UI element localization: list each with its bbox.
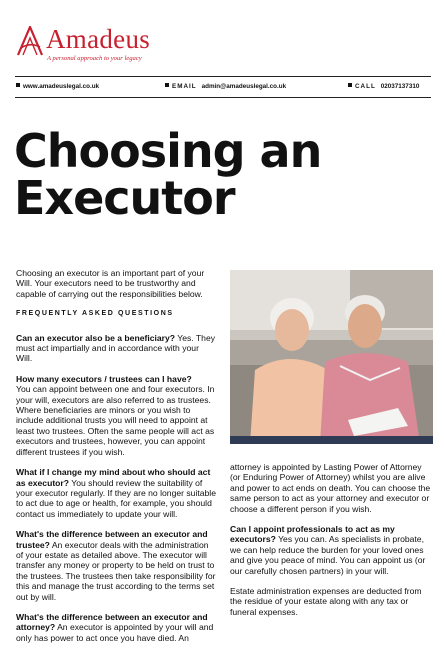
intro-paragraph: Choosing an executor is an important part of your Will. Your executors need to be trustworthy and capable of carrying out the responsibilities below.	[16, 268, 205, 299]
faq-item	[16, 374, 216, 457]
faq-answer: Yes you can. As specialists in probate, we can help reduce the burden for your loved ones and give you peace of mind. You can appoint us (or our carefully chosen partners) in your will.	[230, 534, 426, 576]
bullet-icon	[165, 83, 169, 87]
brand-name: Amadeus	[46, 24, 151, 54]
closing-paragraph: Estate administration expenses are deducted from the residue of your estate along with any tax or funeral expenses.	[230, 586, 422, 617]
faq-answer: Yes. They must act impartially and in accordance with your Will.	[16, 332, 216, 364]
faq-heading: FREQUENTLY ASKED QUESTIONS	[16, 310, 174, 318]
email-link[interactable]: admin@amadeuslegal.co.uk	[201, 83, 287, 90]
faq-item	[16, 333, 216, 364]
couple-photo	[230, 270, 433, 444]
faq-item	[16, 529, 216, 602]
brand-tagline: A personal approach to your legacy	[47, 55, 142, 62]
amadeus-logo	[16, 24, 176, 64]
faq-question: What's the difference between an executor and attorney?	[16, 611, 208, 633]
faq-question: How many executors / trustees can I have?	[16, 373, 192, 384]
faq-question: What's the difference between an executor and trustee?	[16, 529, 208, 550]
faq-question: Can an executor also be a beneficiary?	[16, 332, 176, 343]
bullet-icon	[16, 83, 20, 87]
continuation-paragraph: attorney is appointed by Lasting Power of Attorney (or Enduring Power of Attorney) whilst you are alive and power to act ends on death. You can choose the same person to act as your attorney and executor or choose a different person if you wish.	[230, 462, 431, 514]
faq-item	[230, 524, 432, 576]
contact-email[interactable]	[165, 82, 286, 91]
call-label: CALL	[355, 83, 376, 90]
header-rule-bottom	[15, 97, 431, 98]
faq-answer: An executor is appointed by your will and only has power to act once you have died. An	[16, 622, 214, 643]
faq-answer: You can appoint between one and four executors. In your will, executors are also referred to as trustees. Where beneficiaries are minors or you wish to include additional trusts you will need to appoint at least two trustees. Often the same people will act as executors and trustees, however, you can appoint different trustees if you wish.	[16, 384, 215, 457]
title-line-2: Executor	[14, 171, 235, 225]
faq-answer: You should review the suitability of your executor regularly. If they are no longer suitable to act due to age or health, for example, you should contact us immediately to update your will.	[16, 477, 216, 519]
email-label: EMAIL	[172, 83, 197, 90]
faq-question: Can I appoint professionals to act as my executors?	[230, 524, 395, 545]
faq-item	[16, 612, 216, 643]
website-link[interactable]: www.amadeuslegal.co.uk	[23, 83, 100, 90]
phone-number[interactable]: 02037137310	[380, 83, 420, 90]
faq-answer: An executor deals with the administration of your estate as detailed above. The executor will transfer any money or property to be held on trust to the trustees. The trustees then take responsibility for this and manage the trust according to the terms set out by will.	[16, 539, 216, 602]
contact-call[interactable]	[348, 82, 419, 91]
title-line-1: Choosing an	[14, 124, 322, 178]
contact-web[interactable]	[16, 82, 99, 91]
faq-question: What if I change my mind about who should act as executor?	[16, 467, 211, 488]
page-title	[14, 124, 322, 225]
faq-item	[16, 467, 216, 519]
left-column	[16, 268, 216, 653]
bullet-icon	[348, 83, 352, 87]
right-column	[230, 462, 432, 627]
amadeus-logo-icon	[16, 26, 44, 56]
header-rule-top	[15, 76, 431, 77]
